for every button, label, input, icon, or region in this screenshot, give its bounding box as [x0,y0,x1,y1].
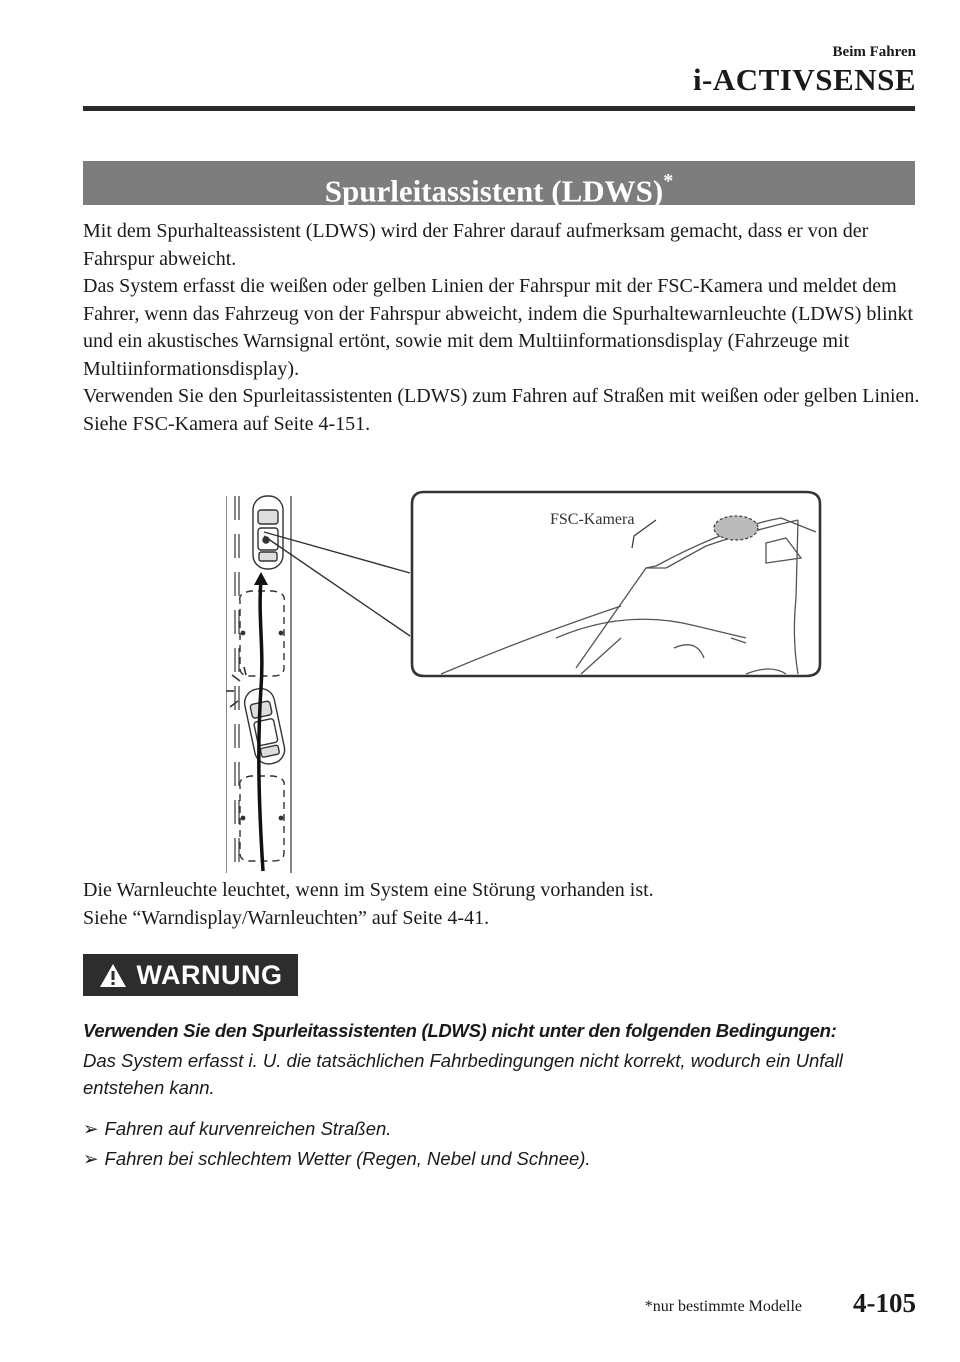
list-item-text: Fahren auf kurvenreichen Straßen. [104,1118,392,1139]
bullet-arrow-icon: ➢ [83,1118,99,1139]
warning-triangle-icon [99,963,127,988]
warning-flash-icon [226,667,246,707]
intro-paragraph: Das System erfasst die weißen oder gelben Linien der Fahrspur mit der FSC-Kamera und meldet dem Fahrer, wenn das Fahrzeug von der Fahrspur abweicht, indem die Spurhaltewarnleuchte (LDWS) blinkt und ein akustisches Warnsignal ertönt, sowie mit dem Multiinformationsdisplay (Fahrzeuge mit Multiinformationsdisplay). [83,275,914,380]
bullet-arrow-icon: ➢ [83,1148,99,1169]
chapter-title: i-ACTIVSENSE [692,62,916,97]
ldws-illustration [226,488,826,873]
arrow-head-icon [254,572,268,585]
intro-paragraph: Verwenden Sie den Spurleitassistenten (LDWS) zum Fahren auf Straßen mit weißen oder gelben Linien. [83,385,920,407]
section-title: Beim Fahren [832,44,916,60]
fsc-camera-icon [714,516,758,540]
intro-text [83,218,923,438]
warning-heading: Verwenden Sie den Spurleitassistenten (LDWS) nicht unter den folgenden Bedingungen: [83,1020,837,1041]
page-title-text: Spurleitassistent (LDWS) [324,173,664,209]
warning-label: WARNUNG [136,959,283,990]
warning-detail: Das System erfasst i. U. die tatsächlichen Fahrbedingungen nicht korrekt, wodurch ein Unfall entstehen kann. [83,1050,843,1098]
car-drifting-icon [242,686,287,767]
page-title [83,161,915,209]
optional-equipment-marker: * [663,170,674,192]
fsc-camera-label: FSC-Kamera [550,511,635,528]
malfunction-note [83,877,923,932]
page-reference: Siehe “Warndisplay/Warnleuchten” auf Seite 4-41. [83,906,490,929]
page-number: 4-105 [853,1288,916,1318]
list-item [83,1144,923,1174]
list-item [83,1114,923,1144]
header-rule [83,106,915,111]
intro-paragraph: Mit dem Spurhalteassistent (LDWS) wird der Fahrer darauf aufmerksam gemacht, dass er von der Fahrspur abweicht. [83,220,869,270]
warning-badge [83,954,298,996]
page-reference: Siehe FSC-Kamera auf Seite 4-151. [83,412,371,435]
warning-conditions-list [83,1114,923,1174]
malfunction-text: Die Warnleuchte leuchtet, wenn im System eine Störung vorhanden ist. [83,879,654,901]
footnote: *nur bestimmte Modelle [644,1298,802,1315]
list-item-text: Fahren bei schlechtem Wetter (Regen, Nebel und Schnee). [104,1148,591,1169]
